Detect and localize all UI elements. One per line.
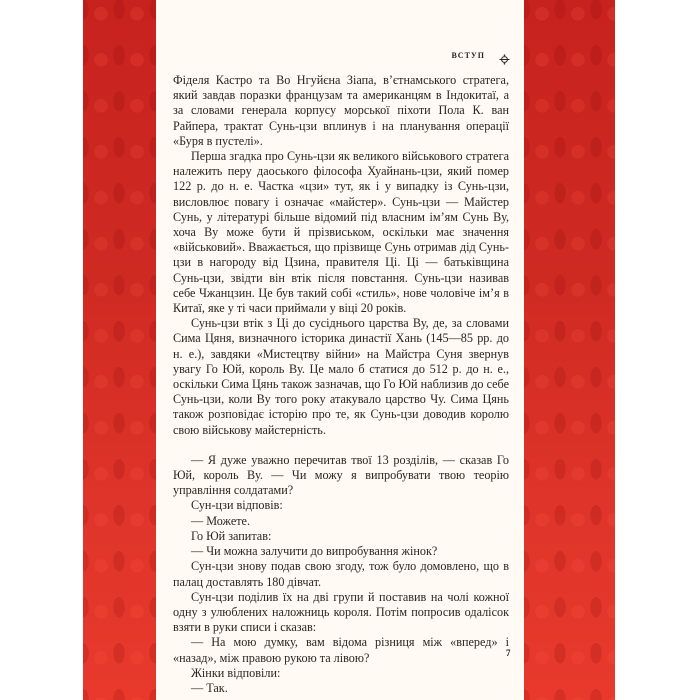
dialogue-line: — Так. (191, 680, 228, 695)
dialogue-line: — Чи можна залучити до випробування жінок? (191, 544, 438, 559)
dialogue-line: — Я дуже уважно перечитав твої 13 розділів, — сказав Го Юй, король Ву. — Чи можу я випробувати твою теорію управління солдатами? (173, 452, 509, 498)
paragraph: Сунь-цзи втік з Ці до сусіднього царства Ву, де, за словами Сима Цяня, визначного історика династії Хань (145—85 рр. до н. е.), завдяки «Мистецтву війни» на Майстра Суня звернув увагу Го Юй, король Ву. Це мало б статися до 512 р. до н. е., оскільки Сима Цянь також зазначав, що Го Юй наблизив до себе Сунь-цзи, коли Ву того року атакувало царство Чу. Сима Цянь також розповідає історію про те, як Сунь-цзи доводив королю свою військову майстерність. (173, 316, 509, 437)
body-text (173, 73, 509, 696)
dialogue-line: Жінки відповіли: (191, 665, 281, 680)
paragraph: Сун-цзи знову подав свою згоду, тож було домовлено, що в палац доставлять 180 дівчат. (173, 559, 509, 589)
running-head-title: ВСТУП (451, 51, 485, 60)
ornament-icon (499, 50, 510, 61)
book-page (156, 0, 524, 700)
decorative-red-band-right (524, 0, 615, 700)
page-number: 7 (506, 648, 511, 658)
paragraph: Фіделя Кастро та Во Нгуйєна Зіапа, в’єтнамського стратега, який завдав поразки французам та американцям в Індокитаї, а за словами генерала корпусу морської піхоти Пола К. ван Райпера, трактат Сунь-цзи вплинув і на планування операції «Буря в пустелі». (173, 73, 509, 148)
paragraph: Сун-цзи поділив їх на дві групи й поставив на чолі кожної одну з улюблених наложниць короля. Потім попросив одалісок взяти в руки списи і сказав: (173, 589, 509, 635)
dialogue-line: Сун-цзи відповів: (191, 498, 283, 513)
dialogue-line: Го Юй запитав: (191, 528, 272, 543)
dialogue-line: — Можете. (191, 513, 251, 528)
decorative-red-band-left (83, 0, 156, 700)
running-head (451, 50, 510, 61)
dialogue-line: — На мою думку, вам відома різниця між «вперед» і «назад», між правою рукою та лівою? (173, 635, 509, 665)
paragraph: Перша згадка про Сунь-цзи як великого військового стратега належить перу даоського філософа Хуайнань-цзи, який помер 122 р. до н. е. Частка «цзи» тут, як і у випадку із Сунь-цзи, висловлює повагу і означає «майстер». Сунь-цзи — Майстер Сунь, у літературі більше відомий під власним ім’ям Сунь Ву, хоча Ву може бути й прізвиськом, оскільки має значення «військовий». Вважається, що прізвище Сунь отримав дід Сунь-цзи в нагороду від Цзина, правителя Ці. Ці — батьківщина Сунь-цзи, звідти він втік після повстання. Сунь-цзи називав себе Чжанцзин. Це був такий собі «стиль», нове чоловіче ім’я в Китаї, яке у ті часи приймали у віці 20 років. (173, 149, 509, 316)
